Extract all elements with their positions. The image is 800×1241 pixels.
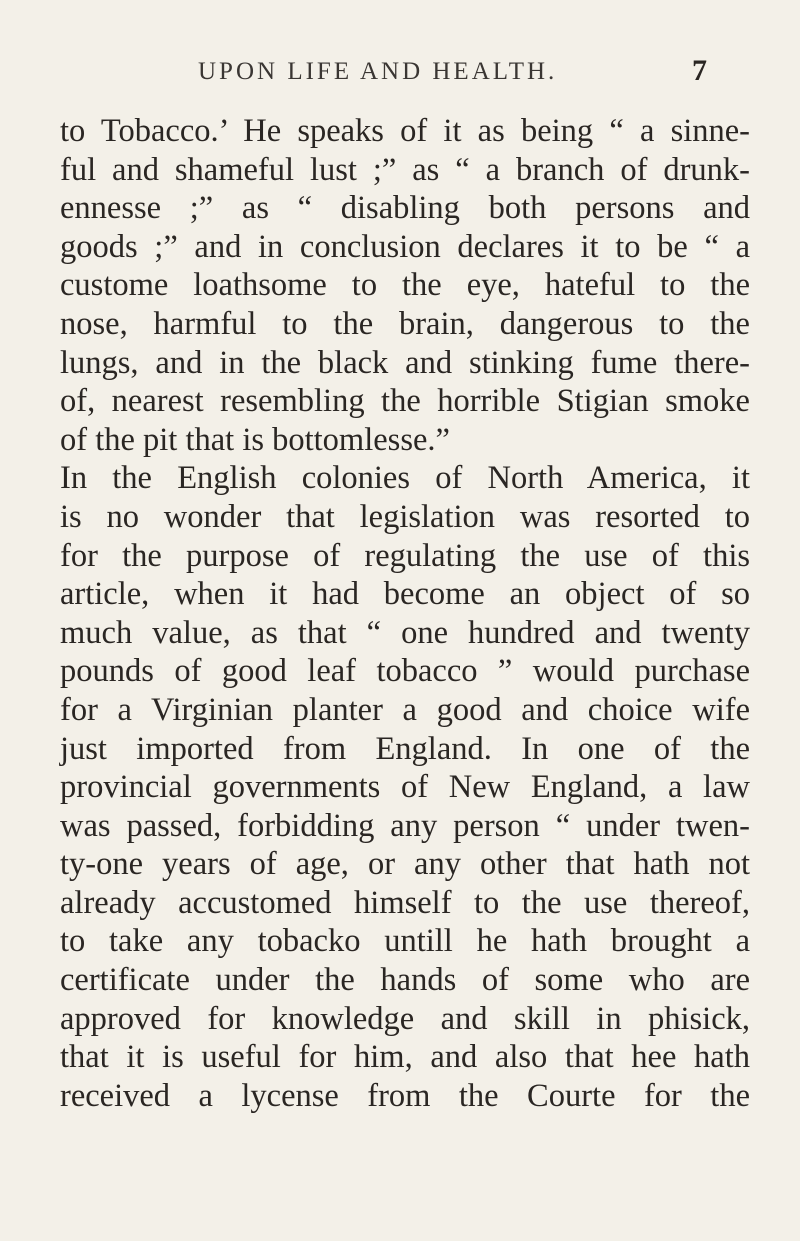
text-line: goods ;” and in conclusion declares it to be “ a [60, 228, 750, 265]
text-line: that it is useful for him, and also that hee hath [60, 1039, 750, 1076]
page-number: 7 [692, 54, 707, 87]
body-text [60, 112, 750, 1115]
text-line: just imported from England. In one of the [60, 730, 750, 767]
text-line: certificate under the hands of some who are [60, 962, 750, 999]
text-line: to take any tobacko untill he hath brought a [60, 923, 750, 960]
text-line: lungs, and in the black and stinking fume there- [60, 344, 750, 381]
text-line: ful and shameful lust ;” as “ a branch of drunk- [60, 151, 750, 188]
text-line: ennesse ;” as “ disabling both persons and [60, 190, 750, 227]
text-line: is no wonder that legislation was resorted to [60, 498, 750, 535]
text-line: for a Virginian planter a good and choice wife [60, 691, 750, 728]
text-line: pounds of good leaf tobacco ” would purchase [60, 653, 750, 690]
text-line: received a lycense from the Courte for the [60, 1077, 750, 1114]
text-line: for the purpose of regulating the use of this [60, 537, 750, 574]
running-title: UPON LIFE AND HEALTH. [198, 58, 558, 85]
text-line: article, when it had become an object of so [60, 576, 750, 613]
running-head [0, 54, 800, 98]
text-line: to Tobacco.’ He speaks of it as being “ a sinne- [60, 113, 750, 149]
text-line: ty-one years of age, or any other that hath not [60, 846, 750, 883]
text-line: was passed, forbidding any person “ under twen- [60, 807, 750, 844]
text-line: In the English colonies of North America, it [60, 460, 750, 497]
text-line: custome loathsome to the eye, hateful to the [60, 267, 750, 304]
text-line: approved for knowledge and skill in phisick, [60, 1000, 750, 1037]
text-line: provincial governments of New England, a law [60, 769, 750, 806]
text-line: already accustomed himself to the use thereof, [60, 884, 750, 921]
text-line: much value, as that “ one hundred and twenty [60, 614, 750, 651]
text-line: nose, harmful to the brain, dangerous to the [60, 305, 750, 342]
text-line: of, nearest resembling the horrible Stigian smoke [60, 383, 750, 420]
text-line: of the pit that is bottomlesse.” [60, 421, 450, 458]
